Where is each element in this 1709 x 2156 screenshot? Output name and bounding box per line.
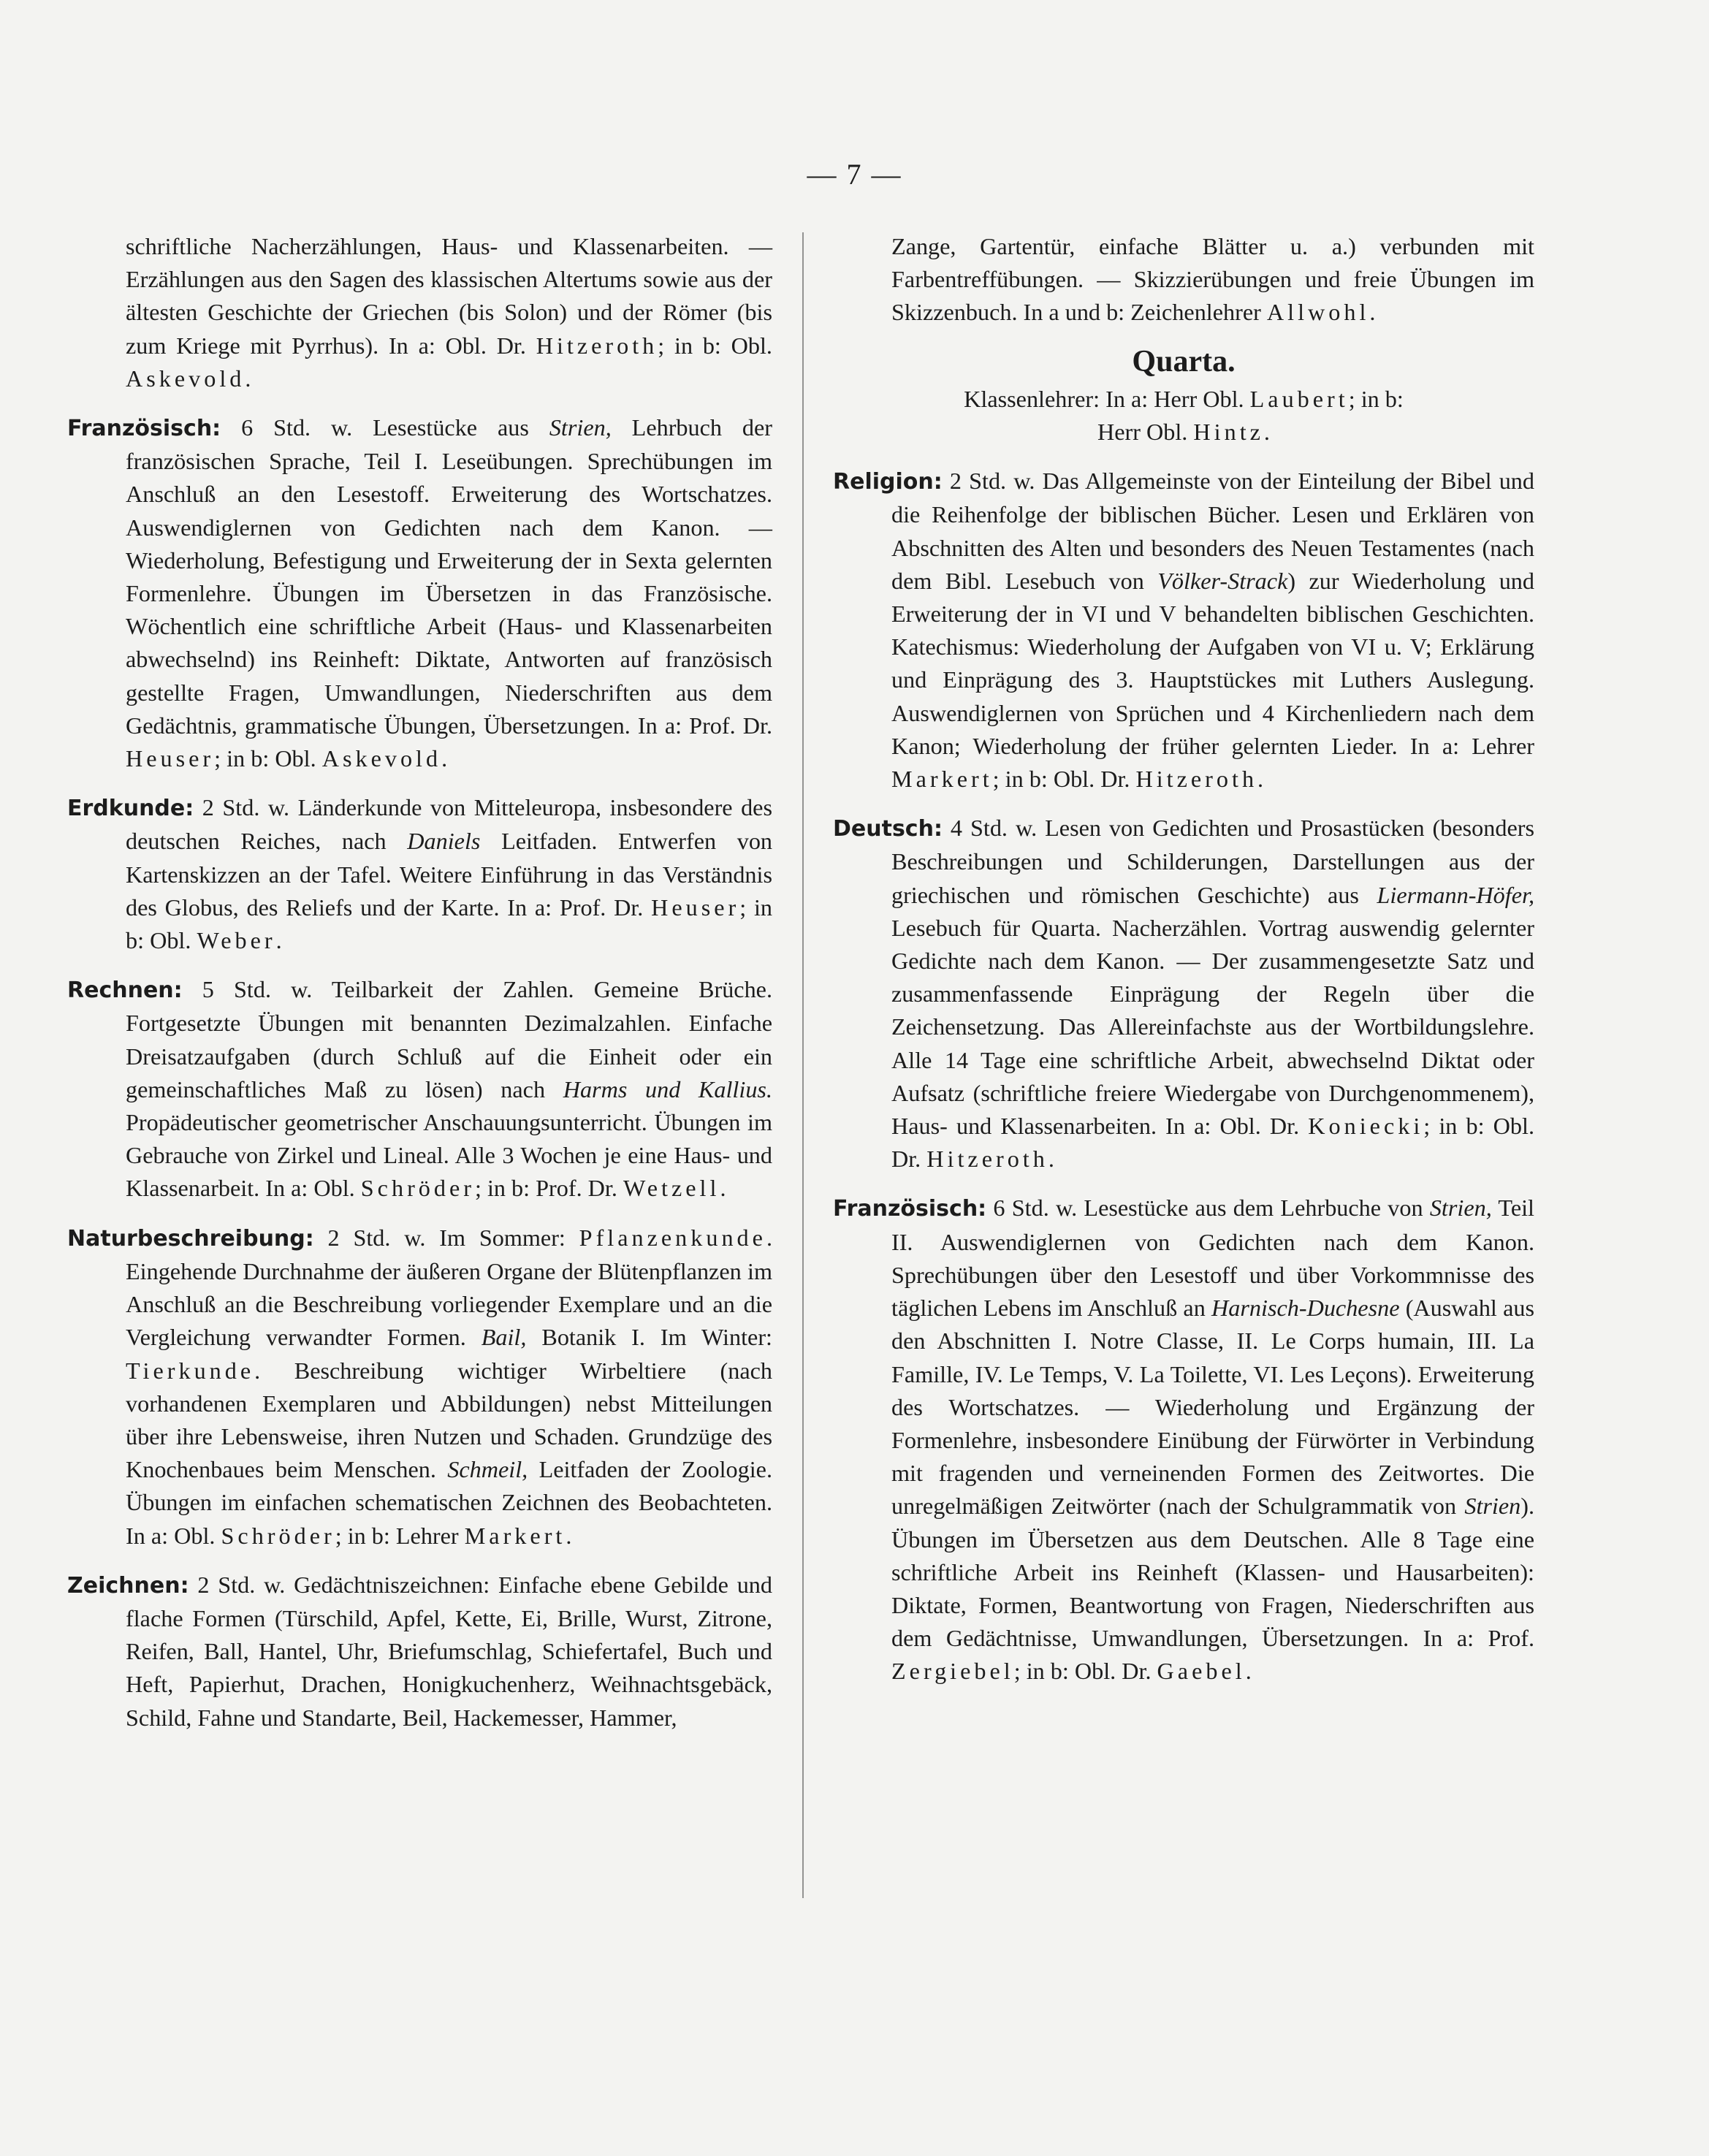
subject-label: Französisch:	[67, 416, 221, 442]
page-number: — 7 —	[807, 158, 902, 191]
subject-label: Erdkunde:	[67, 796, 194, 822]
book-title: Völker-Strack	[1157, 567, 1288, 594]
subject-text: Leitfaden. Entwerfen von Kartenskizzen an der Tafel. Weitere Einführung in das Verständnis des Globus, des Reliefs und der Karte. In a: Prof. Dr.	[126, 828, 773, 921]
subject-label: Religion:	[833, 469, 943, 495]
subject-text: ; in b: Obl.	[214, 745, 322, 772]
subject-text: 2 Std. w. Im Sommer:	[313, 1224, 579, 1251]
teacher-name: Schröder	[360, 1175, 475, 1202]
subject-text: 6 Std. w. Lesestücke aus dem Lehrbuche von	[986, 1195, 1430, 1222]
teacher-name: Markert	[464, 1522, 566, 1549]
class-teacher-line-1	[833, 383, 1534, 416]
subject-text: 5 Std. w. Teilbarkeit der Zahlen. Gemeine Brüche. Fortgesetzte Übungen mit benannten Dezimalzahlen. Einfache Dreisatzaufgaben (durch Schluß auf die Einheit oder ein gemeinschaftliches Maß zu lösen) nach	[126, 976, 772, 1102]
left-column	[67, 230, 772, 1734]
subject-text: 2 Std. w. Gedächtniszeichnen: Einfache ebene Gebilde und flache Formen (Türschild, Apfel, Kette, Ei, Brille, Wurst, Zitrone, Reifen, Ball, Hantel, Uhr, Briefumschlag, Schiefertafel, Buch und Heft, Papierhut, Drachen, Honigkuchenherz, Weihnachtsgebäck, Schild, Fahne und Standarte, Beil, Hackemesser, Hammer,	[126, 1571, 772, 1731]
subject-text: .	[720, 1175, 726, 1202]
class-teacher-line-2	[833, 416, 1534, 449]
intro-text-1: schriftliche Nacherzählungen, Haus- und Klassenarbeiten.	[126, 233, 729, 259]
subject-text: .	[1257, 766, 1264, 793]
teacher-name: Hitzeroth	[926, 1146, 1048, 1173]
teacher-name: Koniecki	[1308, 1113, 1424, 1140]
teacher-name: Schröder	[221, 1522, 335, 1549]
subject-text: Zange, Gartentür, einfache Blätter u. a.) verbunden mit Farbentreffübungen. — Skizzierübungen und freie Übungen im Skizzenbuch. In a und b: Zeichenlehrer	[891, 233, 1534, 326]
subject-label: Naturbeschreibung:	[67, 1225, 314, 1252]
class-teacher-text: Klassenlehrer: In a: Herr Obl.	[964, 385, 1250, 412]
subject-zeichnen	[67, 1569, 772, 1734]
book-title: Harnisch-Duchesne	[1211, 1295, 1400, 1322]
subject-franzoesisch	[67, 411, 772, 775]
subject-text: 2 Std. w. Das Allgemeinste von der Einteilung der Bibel und die Reihenfolge der biblischen Bücher. Lesen und Erklären von Abschnitten des Alten und besonders des Neuen Testamentes (nach dem Bibl. Lesebuch von	[891, 468, 1534, 594]
teacher-name: Askevold	[321, 745, 442, 772]
subject-text: Propädeutischer geometrischer Anschauungsunterricht. Übungen im Gebrauche von Zirkel und Lineal. Alle 3 Wochen je eine Haus- und Klassenarbeit. In a: Obl.	[126, 1109, 772, 1202]
subject-text: . Eingehende Durchnahme der äußeren Organe der Blütenpflanzen im Anschluß an die Beschreibung vorliegender Exemplare und an die Vergleichung verwandter Formen.	[126, 1224, 772, 1351]
book-title: Schmeil,	[447, 1456, 528, 1483]
teacher-name: Askevold	[126, 365, 245, 392]
subject-text: 4 Std. w. Lesen von Gedichten und Prosastücken (besonders Beschreibungen und Schilderungen, Darstellungen aus der griechischen und römischen Geschichte) aus	[891, 815, 1534, 908]
subject-text: ). Übungen im Übersetzen aus dem Deutschen. Alle 8 Tage eine schriftliche Arbeit ins Reinheft (Klassen- und Hausarbeiten): Diktate, Formen, Beantwortung von Fragen, Niederschriften aus dem Gedächtnisse, Umwandlungen, Übersetzungen. In a: Prof.	[891, 1493, 1534, 1652]
book-title: Bail,	[481, 1324, 527, 1351]
intro-text-4: .	[245, 365, 251, 392]
subject-text: 6 Std. w. Lesestücke aus	[221, 414, 549, 441]
topic-term: Tierkunde	[126, 1357, 255, 1384]
subject-text: Teil II. Auswendiglernen von Gedichten nach dem Kanon. Sprechübungen über den Lesestoff und über Vorkommnisse des täglichen Lebens im Anschluß an	[891, 1195, 1534, 1322]
subject-text: .	[1245, 1658, 1252, 1685]
teacher-name: Allwohl	[1266, 299, 1370, 326]
column-divider	[802, 232, 804, 1898]
subject-label: Rechnen:	[67, 978, 183, 1004]
zeichnen-continued	[833, 230, 1534, 330]
subject-text: ; in b: Obl. Dr.	[891, 1113, 1534, 1173]
teacher-name: Hitzeroth	[1135, 766, 1258, 793]
subject-text: (Auswahl aus den Abschnitten I. Notre Classe, II. Le Corps humain, III. La Famille, IV. Le Temps, V. La Toilette, VI. Les Leçons). Erweiterung des Wortschatzes. — Wiederholung und Ergänzung der Formenlehre, insbesondere Einübung der Fürwörter in Verbindung mit fragenden und verneinenden Formen des Zeitwortes. Die unregelmäßigen Zeitwörter (nach der Schulgrammatik von	[891, 1295, 1535, 1520]
subject-erdkunde	[67, 791, 772, 957]
subject-text: ; in b: Obl.	[126, 894, 772, 954]
teacher-name: Hitzeroth	[536, 332, 658, 359]
subject-text: ; in b: Lehrer	[335, 1522, 465, 1549]
intro-text-3: ; in b: Obl.	[658, 332, 772, 359]
subject-label: Zeichnen:	[67, 1572, 189, 1599]
section-heading-quarta: Quarta.	[1132, 344, 1236, 378]
subject-text: Lesebuch für Quarta. Nacherzählen. Vortrag auswendig gelernter Gedichte nach dem Kanon. — Der zusammengesetzte Satz und zusammenfassende Einprägung der Regeln über die Zeichensetzung. Das Allereinfachste aus der Wortbildungslehre. Alle 14 Tage eine schriftliche Arbeit, abwechselnd Diktat oder Aufsatz (schriftliche freiere Wiedergabe von Durchgenommenem), Haus- und Klassenarbeiten. In a: Obl. Dr.	[891, 914, 1534, 1140]
subject-text: Leitfaden der Zoologie. Übungen im einfachen schematischen Zeichnen des Beobachteten. In a: Obl.	[126, 1456, 772, 1549]
teacher-name: Heuser	[651, 894, 740, 921]
subject-text: ) zur Wiederholung und Erweiterung der in VI und V behandelten biblischen Geschichten. Katechismus: Wiederholung der Aufgaben von VI u. V; Erklärung und Einprägung des 3. Hauptstückes mit Luthers Auslegung. Auswendiglernen von Sprüchen und 4 Kirchenliedern nach dem Kanon; Wiederholung der früher gelernten Lieder. In a: Lehrer	[891, 567, 1534, 759]
subject-rechnen	[67, 973, 772, 1205]
subject-label: Deutsch:	[833, 816, 943, 842]
teacher-name: Gaebel	[1157, 1658, 1246, 1685]
book-title: Strien	[1464, 1493, 1521, 1520]
subject-text: Botanik I. Im Winter:	[526, 1324, 772, 1351]
subject-label: Französisch:	[833, 1196, 987, 1222]
subject-deutsch	[833, 812, 1534, 1176]
book-title: Liermann-Höfer,	[1377, 881, 1534, 908]
teacher-name: Zergiebel	[891, 1658, 1014, 1685]
intro-text-2: — Erzählungen aus den Sagen des klassischen Altertums sowie aus der ältesten Geschichte der Griechen (bis Solon) und der Römer (bis zum Kriege mit Pyrrhus). In a: Obl. Dr.	[126, 233, 773, 359]
teacher-name: Wetzell	[623, 1175, 720, 1202]
subject-text: 2 Std. w. Länderkunde von Mitteleuropa, insbesondere des deutschen Reiches, nach	[126, 794, 772, 855]
teacher-name: Hintz	[1193, 419, 1264, 446]
teacher-name: Laubert	[1249, 385, 1349, 412]
subject-text: .	[566, 1522, 572, 1549]
topic-term: Pflanzenkunde	[579, 1224, 766, 1251]
subject-text: Lehrbuch der französischen Sprache, Teil I. Leseübungen. Sprechübungen im Anschluß an den Lesestoff. Erweiterung des Wortschatzes. Auswendiglernen von Gedichten nach dem Kanon. — Wiederholung, Befestigung und Erweiterung der in Sexta gelernten Formenlehre. Übungen im Übersetzen in das Französische. Wöchentlich eine schriftliche Arbeit (Haus- und Klassenarbeiten abwechselnd) ins Reinheft: Diktate, Antworten auf französisch gestellte Fragen, Umwandlungen, Niederschriften aus dem Gedächtnis, grammatische Übungen, Übersetzungen. In a: Prof. Dr.	[126, 414, 772, 739]
teacher-name: Markert	[891, 766, 993, 793]
subject-naturbeschreibung	[67, 1222, 772, 1553]
teacher-name: Weber	[197, 927, 276, 954]
book-title: Daniels	[407, 828, 481, 855]
book-title: Harms und Kallius.	[563, 1075, 772, 1102]
book-title: Strien,	[549, 414, 612, 441]
book-title: Strien,	[1429, 1195, 1492, 1222]
subject-text: ; in b: Obl. Dr.	[992, 766, 1136, 793]
subject-text: . Beschreibung wichtiger Wirbeltiere (nach vorhandenen Exemplaren und Abbildungen) nebst Mitteilungen über ihre Lebensweise, ihren Nutzen und Schaden. Grundzüge des Knochenbaues beim Menschen.	[126, 1357, 772, 1483]
subject-text: .	[1369, 299, 1376, 326]
intro-paragraph	[67, 230, 772, 395]
subject-religion	[833, 465, 1534, 796]
subject-text: ; in b: Prof. Dr.	[474, 1175, 623, 1202]
subject-text: .	[1048, 1146, 1054, 1173]
right-column	[833, 230, 1534, 1688]
class-teacher-text: Herr Obl.	[1097, 419, 1194, 446]
teacher-name: Heuser	[126, 745, 215, 772]
subject-text: ; in b: Obl. Dr.	[1013, 1658, 1157, 1685]
subject-franzoesisch-quarta	[833, 1192, 1534, 1688]
class-teacher-text: ; in b:	[1348, 385, 1404, 412]
subject-text: .	[441, 745, 448, 772]
class-teacher-text: .	[1263, 419, 1270, 446]
subject-text: .	[275, 927, 282, 954]
